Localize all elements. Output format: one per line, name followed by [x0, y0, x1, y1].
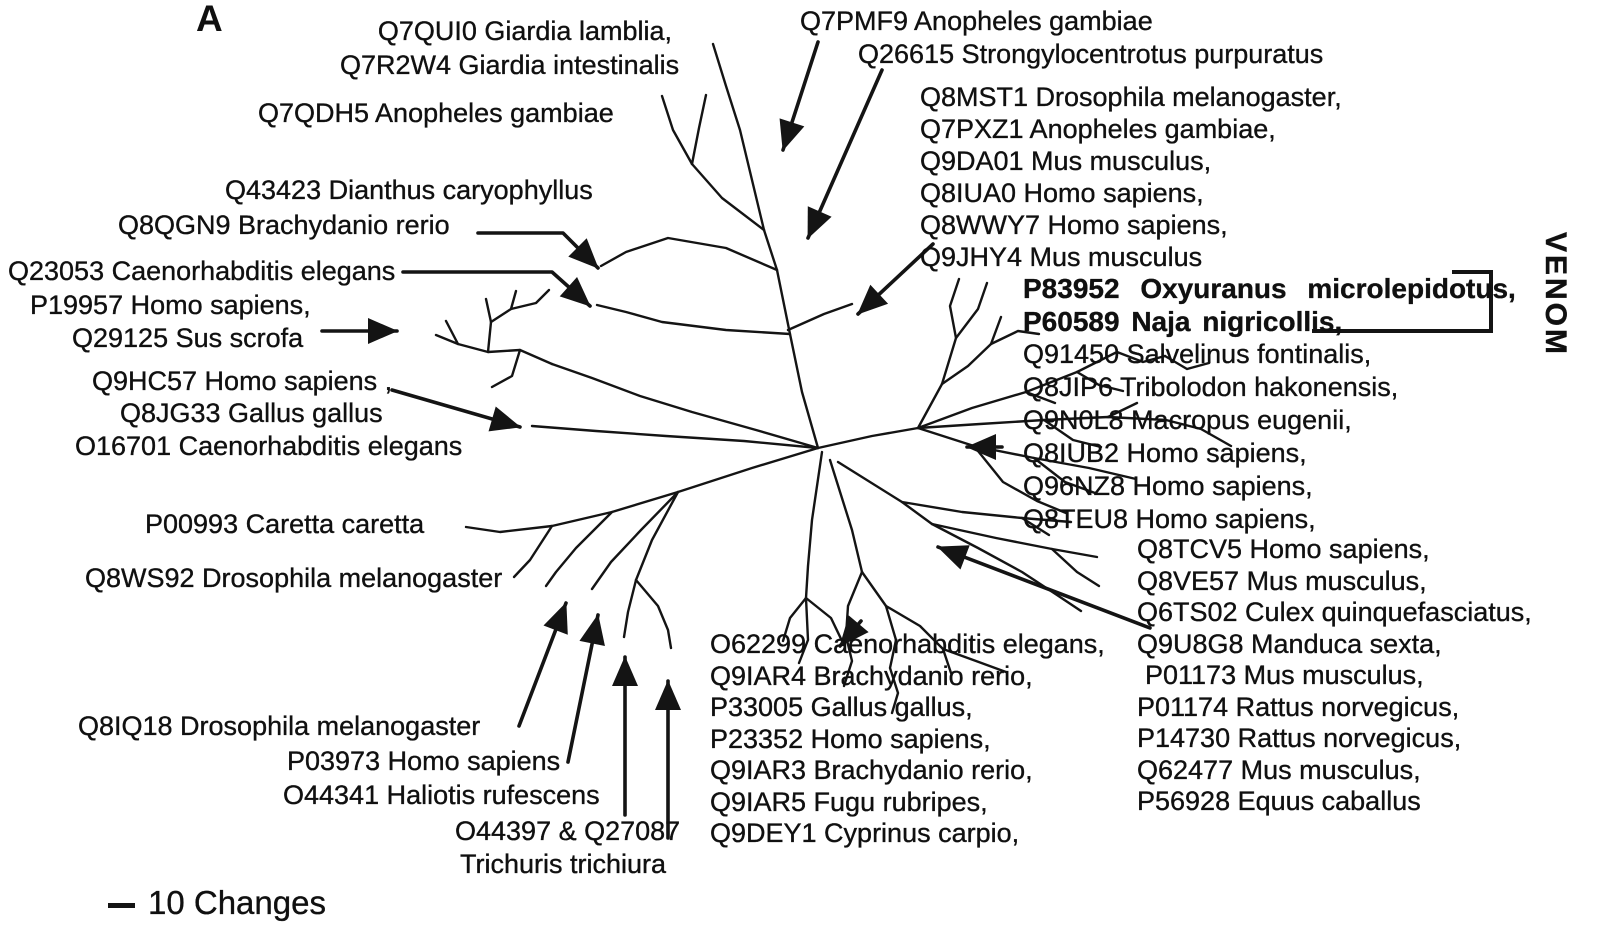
label-p19957-homo: P19957 Homo sapiens,	[30, 290, 311, 320]
label-q26615-strongylocentrotus: Q26615 Strongylocentrotus purpuratus	[858, 39, 1324, 69]
scale-bar-label: 10 Changes	[148, 884, 326, 921]
label-q8mst1: Q8MST1 Drosophila melanogaster,	[920, 82, 1342, 112]
label-o62299: O62299 Caenorhabditis elegans,	[710, 629, 1105, 659]
venom-side-label: VENOM	[1539, 232, 1572, 358]
label-q91450: Q91450 Salvelinus fontinalis,	[1023, 339, 1372, 369]
label-q7pmf9-anopheles: Q7PMF9 Anopheles gambiae	[800, 6, 1153, 36]
label-q8teu8: Q8TEU8 Homo sapiens,	[1023, 504, 1316, 534]
label-q9u8g8: Q9U8G8 Manduca sexta,	[1137, 628, 1442, 659]
label-q9jhy4: Q9JHY4 Mus musculus	[920, 242, 1203, 272]
label-q29125-sus: Q29125 Sus scrofa	[72, 323, 304, 353]
label-p01173: P01173 Mus musculus,	[1145, 660, 1424, 690]
label-q8tcv5: Q8TCV5 Homo sapiens,	[1137, 534, 1430, 564]
label-q62477: Q62477 Mus musculus,	[1137, 754, 1421, 785]
label-p56928: P56928 Equus caballus	[1137, 786, 1421, 816]
label-p60589-naja: P60589 Naja nigricollis,	[1023, 306, 1343, 337]
label-q7qdh5-anopheles: Q7QDH5 Anopheles gambiae	[258, 98, 614, 128]
arrow-q26615	[808, 70, 882, 238]
label-p03973-homo: P03973 Homo sapiens	[287, 746, 561, 776]
label-q9iar3: Q9IAR3 Brachydanio rerio,	[710, 755, 1033, 785]
label-q9da01: Q9DA01 Mus musculus,	[920, 146, 1212, 176]
label-q8iq18-drosophila: Q8IQ18 Drosophila melanogaster	[78, 711, 481, 741]
label-q8qgn9-brachydanio: Q8QGN9 Brachydanio rerio	[118, 210, 450, 240]
label-o16701-celegans: O16701 Caenorhabditis elegans	[75, 431, 463, 461]
label-q8ve57: Q8VE57 Mus musculus,	[1137, 565, 1427, 596]
label-o44341-haliotis: O44341 Haliotis rufescens	[283, 780, 600, 810]
label-o44397-q27087: O44397 & Q27087	[455, 816, 681, 846]
label-q7pxz1: Q7PXZ1 Anopheles gambiae,	[920, 114, 1276, 144]
arrow-q8iq18	[519, 603, 566, 726]
label-q6ts02: Q6TS02 Culex quinquefasciatus,	[1137, 597, 1532, 627]
label-group-insect-vertebrate	[920, 81, 1342, 273]
label-p01174: P01174 Rattus norvegicus,	[1137, 691, 1460, 722]
label-group-o62299	[710, 629, 1105, 850]
label-q8jg33-gallus: Q8JG33 Gallus gallus	[120, 398, 383, 428]
label-q23053-celegans: Q23053 Caenorhabditis elegans	[8, 256, 396, 286]
arrow-q8tcv5-group	[938, 547, 1150, 628]
label-q8jip6: Q8JIP6 Tribolodon hakonensis,	[1023, 372, 1399, 402]
label-group-venom	[1023, 272, 1516, 536]
label-q8wwy7: Q8WWY7 Homo sapiens,	[920, 210, 1228, 240]
label-q9hc57-homo: Q9HC57 Homo sapiens ,	[92, 366, 393, 396]
arrow-q9hc57-group	[392, 390, 520, 427]
label-q43423-dianthus: Q43423 Dianthus caryophyllus	[225, 175, 593, 205]
label-p00993-caretta: P00993 Caretta caretta	[145, 509, 425, 539]
label-p14730: P14730 Rattus norvegicus,	[1137, 723, 1462, 753]
label-q8ws92-drosophila: Q8WS92 Drosophila melanogaster	[85, 563, 503, 593]
label-q7r2w4-giardia-intestinalis: Q7R2W4 Giardia intestinalis	[340, 50, 680, 80]
arrow-q8qgn9	[478, 233, 598, 268]
label-q9iar5: Q9IAR5 Fugu rubripes,	[710, 786, 988, 817]
label-p33005: P33005 Gallus gallus,	[710, 692, 973, 722]
label-q9n0l8: Q9N0L8 Macropus eugenii,	[1023, 405, 1352, 435]
scale-bar	[108, 903, 135, 908]
panel-label: A	[196, 0, 223, 39]
label-q9iar4: Q9IAR4 Brachydanio rerio,	[710, 660, 1033, 691]
label-q96nz8: Q96NZ8 Homo sapiens,	[1023, 471, 1313, 501]
label-p23352: P23352 Homo sapiens,	[710, 723, 991, 754]
arrow-q7pmf9	[783, 42, 818, 150]
label-trichuris-trichiura: Trichuris trichiura	[460, 849, 667, 879]
label-q8iua0: Q8IUA0 Homo sapiens,	[920, 178, 1204, 208]
label-group-q8tcv5	[1137, 534, 1532, 818]
label-q9dey1: Q9DEY1 Cyprinus carpio,	[710, 818, 1020, 848]
label-q7qui0-giardia-lamblia: Q7QUI0 Giardia lamblia,	[377, 16, 672, 46]
label-q8iub2: Q8IUB2 Homo sapiens,	[1023, 438, 1307, 468]
arrow-p03973	[568, 615, 598, 762]
label-group-giardia	[340, 14, 680, 82]
arrow-q23053	[403, 272, 590, 306]
label-p83952-oxyuranus: P83952 Oxyuranus microlepidotus,	[1023, 273, 1516, 304]
